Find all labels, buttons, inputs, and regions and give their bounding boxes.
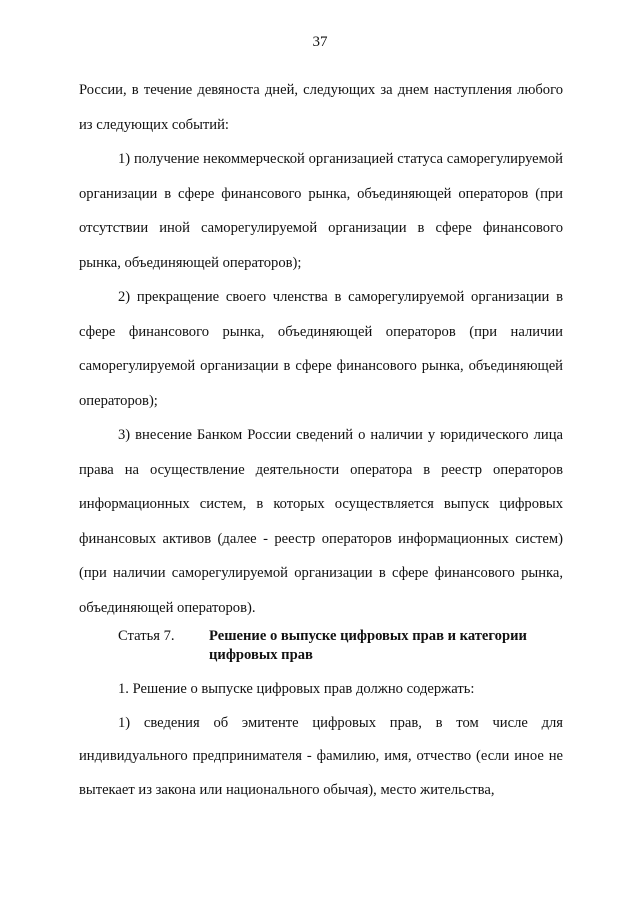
list-item-1: 1) получение некоммерческой организацией статуса саморегулируемой организации в сфере финансового рынка, объединяющей операторов (при отсутствии иной саморегулируемой организации в сфере финансового рынка, объединяющей операторов); (79, 151, 563, 271)
list-item-3: 3) внесение Банком России сведений о наличии у юридического лица права на осуществление деятельности оператора в реестр операторов информационных систем, в которых осуществляется выпуск цифровых финансовых активов (далее - реестр операторов информационных систем) (при наличии саморегулируемой организации в сфере финансового рынка, объединяющей операторов). (79, 427, 563, 616)
article-label: Статья 7. (118, 628, 175, 644)
body-text-top (79, 73, 563, 625)
page-number: 37 (312, 34, 328, 50)
list-item-2: 2) прекращение своего членства в саморегулируемой организации в сфере финансового рынка, объединяющей операторов (при наличии саморегулируемой организации в сфере финансового рынка, объединяющей операторов); (79, 289, 563, 409)
paragraph-continuation: России, в течение девяноста дней, следующих за днем наступления любого из следующих событий: (79, 82, 563, 133)
body-text-bottom (79, 673, 563, 807)
article-title: Решение о выпуске цифровых прав и категории цифровых прав (209, 628, 527, 663)
clause-1-item-1: 1) сведения об эмитенте цифровых прав, в том числе для индивидуального предпринимателя - фамилию, имя, отчество (если иное не вытекает из закона или национального обычая), место жительства, (79, 714, 563, 798)
clause-1: 1. Решение о выпуске цифровых прав должно содержать: (118, 681, 475, 697)
